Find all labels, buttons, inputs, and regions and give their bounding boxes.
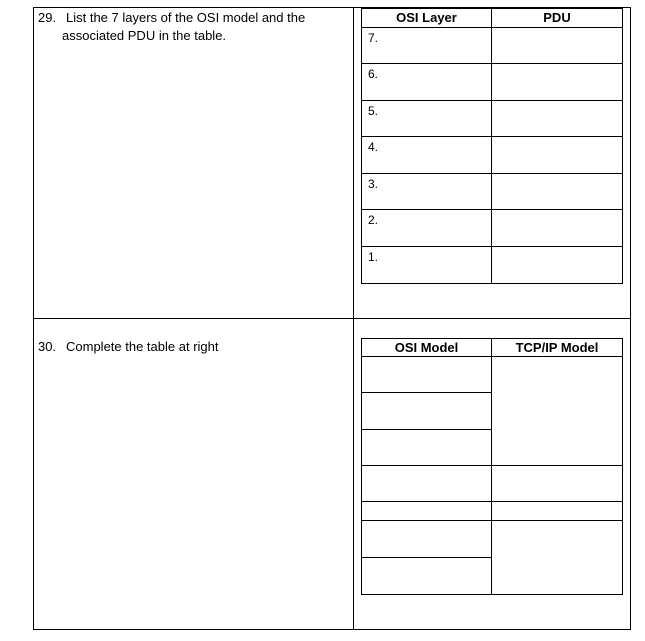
- question-29-text-line2: associated PDU in the table.: [62, 28, 227, 43]
- osi-model-cell[interactable]: [362, 393, 492, 430]
- header-osi-layer: OSI Layer: [362, 9, 492, 28]
- layer-number-label: 4.: [368, 140, 379, 154]
- header-tcpip-model: TCP/IP Model: [492, 339, 623, 357]
- osi-model-cell[interactable]: [362, 466, 492, 502]
- layer-number-label: 1.: [368, 250, 379, 264]
- question-30-number: 30.: [38, 339, 57, 354]
- tcpip-model-cell[interactable]: [492, 502, 623, 521]
- pdu-cell[interactable]: [492, 137, 623, 174]
- tcpip-model-cell[interactable]: [492, 357, 623, 466]
- pdu-cell[interactable]: [492, 64, 623, 101]
- pdu-cell[interactable]: [492, 28, 623, 64]
- layer-number-label: 7.: [368, 31, 379, 45]
- osi-layer-cell[interactable]: [362, 101, 492, 137]
- pdu-cell[interactable]: [492, 247, 623, 284]
- question-30: [38, 338, 348, 356]
- question-29-number: 29.: [38, 10, 57, 25]
- osi-model-cell[interactable]: [362, 357, 492, 393]
- osi-layer-cell[interactable]: [362, 247, 492, 284]
- pdu-cell[interactable]: [492, 101, 623, 137]
- osi-layer-cell[interactable]: [362, 64, 492, 101]
- osi-model-cell[interactable]: [362, 430, 492, 466]
- osi-model-cell[interactable]: [362, 502, 492, 521]
- layer-number-label: 2.: [368, 213, 379, 227]
- osi-layer-cell[interactable]: [362, 28, 492, 64]
- question-30-text: Complete the table at right: [66, 339, 219, 354]
- layer-number-label: 3.: [368, 177, 379, 191]
- osi-layer-pdu-table: [361, 8, 623, 284]
- header-osi-model: OSI Model: [362, 339, 492, 357]
- osi-layer-cell[interactable]: [362, 174, 492, 210]
- osi-tcpip-table: [361, 338, 623, 595]
- row-divider: [33, 318, 631, 319]
- osi-layer-cell[interactable]: [362, 210, 492, 247]
- osi-model-cell[interactable]: [362, 521, 492, 558]
- osi-model-cell[interactable]: [362, 558, 492, 595]
- layer-number-label: 5.: [368, 104, 379, 118]
- osi-layer-cell[interactable]: [362, 137, 492, 174]
- layer-number-label: 6.: [368, 67, 379, 81]
- tcpip-model-cell[interactable]: [492, 466, 623, 502]
- pdu-cell[interactable]: [492, 210, 623, 247]
- question-29: [38, 9, 348, 45]
- tcpip-model-cell[interactable]: [492, 521, 623, 595]
- header-pdu: PDU: [492, 9, 623, 28]
- question-29-text-line1: List the 7 layers of the OSI model and the: [66, 10, 306, 25]
- pdu-cell[interactable]: [492, 174, 623, 210]
